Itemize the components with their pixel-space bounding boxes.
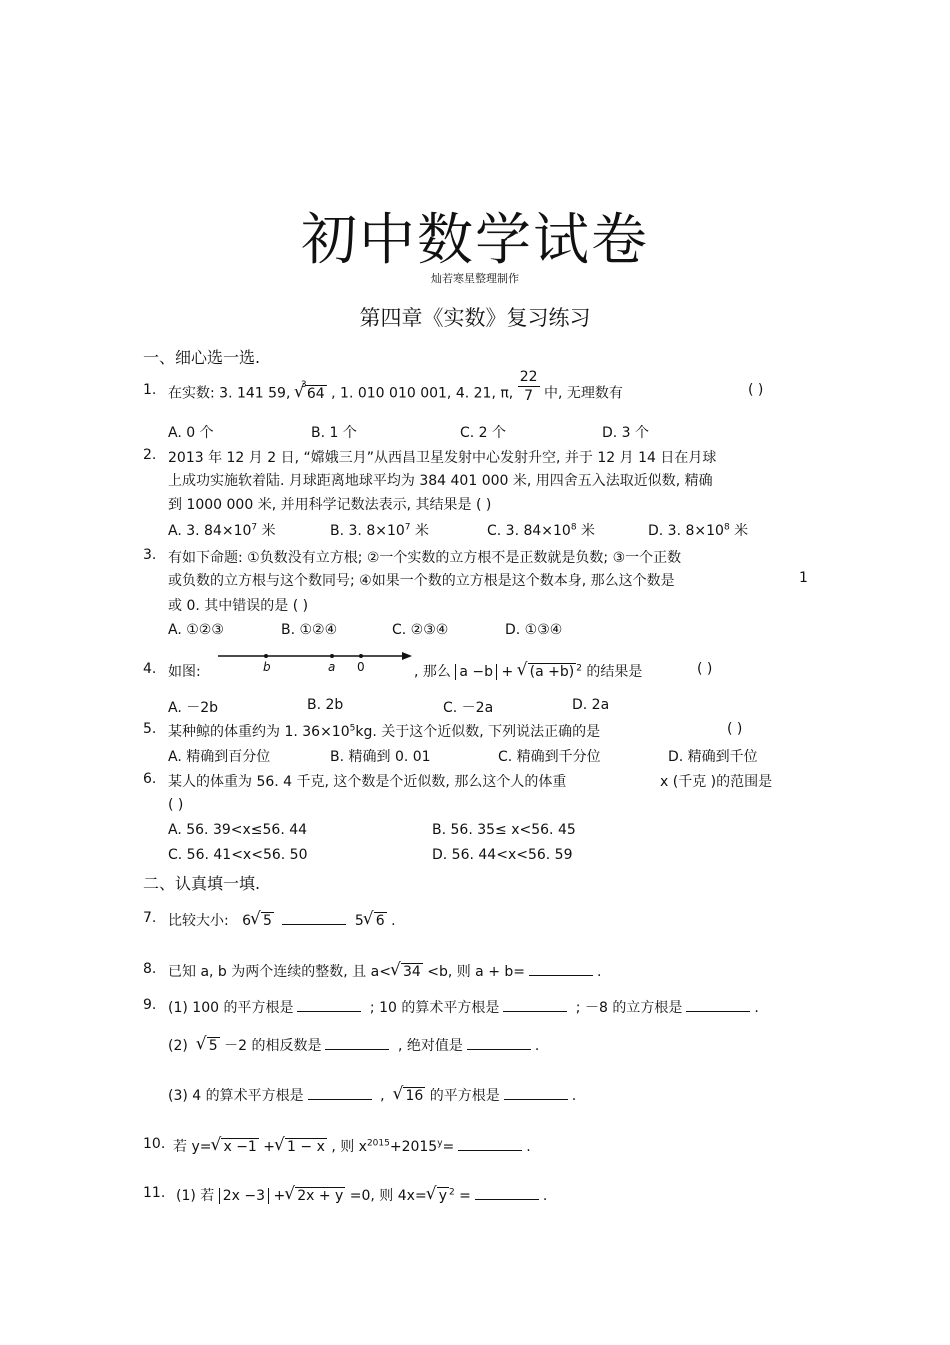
q3-number: 3. (143, 547, 157, 563)
q3-line3: 或 0. 其中错误的是 ( ) (168, 598, 309, 614)
q7-number: 7. (143, 910, 157, 926)
q6-text-end: x (千克 )的范围是 (660, 774, 773, 790)
q9-part2: (2) √ 5 －2 的相反数是 , 绝对值是 . (168, 1035, 539, 1055)
q9-blank-6[interactable] (308, 1087, 372, 1100)
q5-option-c: C. 精确到千分位 (498, 749, 601, 765)
q3-option-c: C. ②③④ (392, 622, 449, 638)
q7-blank[interactable] (282, 912, 346, 925)
q3-option-d: D. ①③④ (505, 622, 563, 638)
q8-blank[interactable] (529, 963, 593, 976)
q9-blank-2[interactable] (503, 999, 567, 1012)
doc-title: 初中数学试卷 (301, 208, 649, 273)
q9-number: 9. (143, 997, 157, 1013)
q5-option-a: A. 精确到百分位 (168, 749, 271, 765)
q4-expression: , 那么 a −b + √ (a +b) $^2$ 的结果是 (414, 661, 642, 681)
arrow-head-icon (402, 652, 412, 660)
q1-option-c: C. 2 个 (460, 425, 507, 441)
q2-option-b: B. 3. $8\times 10^7$ 米 (330, 522, 429, 539)
q2-number: 2. (143, 447, 157, 463)
label-a: a (328, 660, 336, 674)
section-heading-choice: 一、细心选一选. (143, 348, 261, 367)
q4-prefix: 如图: (168, 664, 201, 680)
q4-option-a: A. －2b (168, 700, 219, 716)
q3-option-b: B. ①②④ (281, 622, 338, 638)
q7-text: 比较大小: 6√ 5 5√ 6 . (168, 910, 396, 930)
q9-blank-7[interactable] (504, 1087, 568, 1100)
q9-part3: (3) 4 的算术平方根是 , √ 16 的平方根是 . (168, 1085, 576, 1105)
q2-line3: 到 1000 000 米, 并用科学记数法表示, 其结果是 ( ) (168, 497, 492, 513)
q8-number: 8. (143, 961, 157, 977)
q1-option-b: B. 1 个 (311, 425, 357, 441)
q1-option-a: A. 0 个 (168, 425, 214, 441)
q11-number: 11. (143, 1185, 166, 1201)
q3-option-a: A. ①②③ (168, 622, 224, 638)
q10-blank[interactable] (458, 1138, 522, 1151)
q6-option-a: A. 56. 39<x≤56. 44 (168, 822, 308, 838)
q4-number: 4. (143, 661, 157, 677)
q9-part1: (1) 100 的平方根是 ; 10 的算术平方根是 ; －8 的立方根是 . (168, 1000, 759, 1016)
q2-option-a: A. 3. $84\times 10^7$ 米 (168, 522, 276, 539)
doc-subtitle: 灿若寒星整理制作 (431, 272, 519, 285)
q2-option-c: C. 3. $84\times 10^8$ 米 (487, 522, 596, 539)
q5-text: 某种鲸的体重约为 1. $36\times 10^5kg$. 关于这个近似数, 下列说法正确的是 (168, 723, 601, 740)
q8-text: 已知 a, b 为两个连续的整数, 且 a<√ 34 <b, 则 a + b= . (168, 961, 601, 981)
q11-text: (1) 若 2x −3 +√ 2x + y =0, 则 4x=√ y $^2$ = . (176, 1185, 547, 1205)
chapter-title: 第四章《实数》复习练习 (359, 306, 591, 330)
q4-answer-paren: ( ) (697, 661, 713, 677)
q10-number: 10. (143, 1136, 166, 1152)
q6-option-c: C. 56. 41<x<56. 50 (168, 847, 308, 863)
q10-text: 若 y=√ x −1 +√ 1 − x , 则 $x^{2015}+2015^y=$ . (173, 1136, 531, 1156)
q2-line2: 上成功实施软着陆. 月球距离地球平均为 384 401 000 米, 用四舍五入法取近似数, 精确 (168, 473, 713, 489)
q2-line1: 2013 年 12 月 2 日, “嫦娥三月”从西昌卫星发射中心发射升空, 并于 12 月 14 日在月球 (168, 450, 717, 466)
number-line-figure (216, 648, 416, 678)
cube-root: 3 √ 64 (295, 386, 331, 402)
q4-option-b: B. 2b (307, 697, 344, 713)
q9-blank-3[interactable] (686, 999, 750, 1012)
q5-option-b: B. 精确到 0. 01 (330, 749, 431, 765)
q3-line2: 或负数的立方根与这个数同号; ④如果一个数的立方根是这个数本身, 那么这个数是 (168, 573, 675, 589)
q6-option-d: D. 56. 44<x<56. 59 (432, 847, 573, 863)
q4-option-c: C. －2a (443, 700, 494, 716)
q1-number: 1. (143, 382, 157, 398)
q6-answer-paren: ( ) (168, 797, 184, 813)
q9-blank-1[interactable] (297, 999, 361, 1012)
section-heading-fill: 二、认真填一填. (143, 874, 261, 893)
q1-option-d: D. 3 个 (602, 425, 650, 441)
label-b: b (263, 660, 271, 674)
q2-option-d: D. 3. $8\times 10^8$ 米 (648, 522, 749, 539)
q5-number: 5. (143, 721, 157, 737)
q6-option-b: B. 56. 35≤ x<56. 45 (432, 822, 576, 838)
q1-answer-paren: ( ) (748, 382, 764, 398)
q9-blank-4[interactable] (325, 1037, 389, 1050)
q1-text: 在实数: 3. 141 59, 3 √ 64 , 1. 010 010 001, 4. 21, π, $\frac{22}{7}$ 中, 无理数有 (168, 382, 623, 405)
point-origin (359, 654, 363, 658)
q11-blank[interactable] (475, 1187, 539, 1200)
point-a (330, 654, 334, 658)
q4-option-d: D. 2a (572, 697, 610, 713)
q6-number: 6. (143, 771, 157, 787)
q5-option-d: D. 精确到千位 (668, 749, 758, 765)
label-zero: 0 (357, 660, 365, 674)
q3-line2-end: 1 (799, 570, 808, 586)
point-b (264, 654, 268, 658)
q5-answer-paren: ( ) (727, 721, 743, 737)
q3-line1: 有如下命题: ①负数没有立方根; ②一个实数的立方根不是正数就是负数; ③一个正数 (168, 550, 682, 566)
q9-blank-5[interactable] (467, 1037, 531, 1050)
q6-text: 某人的体重为 56. 4 千克, 这个数是个近似数, 那么这个人的体重 (168, 774, 567, 790)
